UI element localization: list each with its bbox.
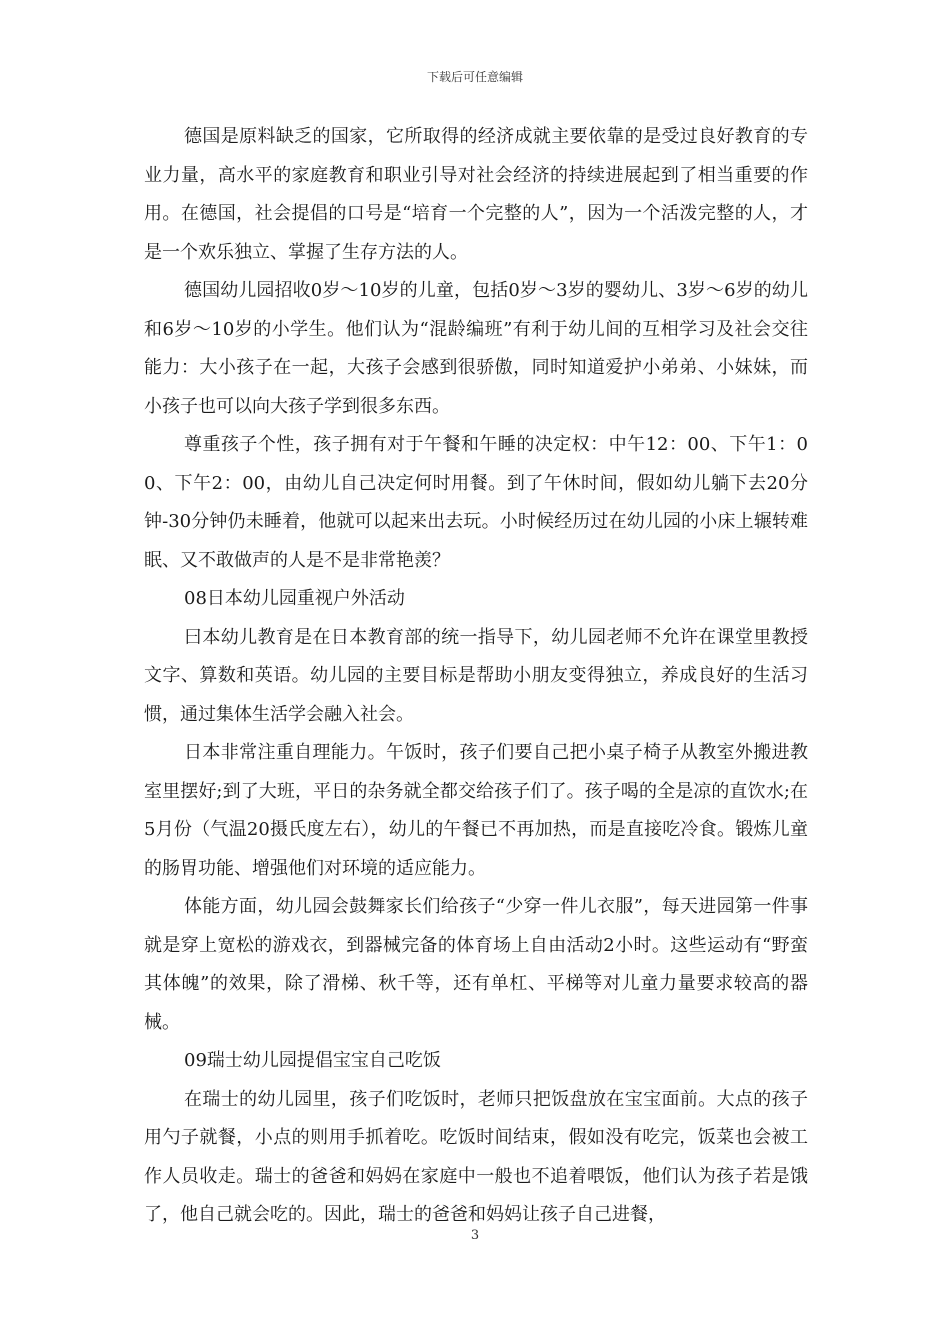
paragraph-japan-physical: 体能方面，幼儿园会鼓舞家长们给孩子“少穿一件儿衣服”，每天进园第一件事就是穿上宽松的游戏衣，到器械完备的体育场上自由活动2小时。这些运动有“野蛮其体魄”的效果，除了滑梯、秋千等，还有单杠、平梯等对儿童力量要求较高的器械。 — [144, 896, 808, 1033]
paragraph-germany-education: 德国是原料缺乏的国家，它所取得的经济成就主要依靠的是受过良好教育的专业力量，高水平的家庭教育和职业引导对社会经济的持续进展起到了相当重要的作用。在德国，社会提倡的口号是“培育一个完整的人”，因为一个活泼完整的人，才是一个欢乐独立、掌握了生存方法的人。 — [144, 126, 808, 263]
document-body — [144, 118, 808, 1235]
paragraph-japan-education: 曰本幼儿教育是在日本教育部的统一指导下，幼儿园老师不允许在课堂里教授文字、算数和英语。幼儿园的主要目标是帮助小朋友变得独立，养成良好的生活习惯，通过集体生活学会融入社会。 — [144, 626, 808, 725]
paragraph-switzerland-eating: 在瑞士的幼儿园里，孩子们吃饭时，老师只把饭盘放在宝宝面前。大点的孩子用勺子就餐，小点的则用手抓着吃。吃饭时间结束，假如没有吃完，饭菜也会被工作人员收走。瑞士的爸爸和妈妈在家庭中一般也不追着喂饭，他们认为孩子若是饿了，他自己就会吃的。因此，瑞士的爸爸和妈妈让孩子自己进餐， — [144, 1088, 808, 1225]
section-heading-japan: 08日本幼儿园重视户外活动 — [184, 588, 405, 609]
page-header: 下载后可任意编辑 — [426, 70, 523, 84]
paragraph-japan-self-care: 日本非常注重自理能力。午饭时，孩子们要自己把小桌子椅子从教室外搬进教室里摆好;到了大班，平日的杂务就全都交给孩子们了。孩子喝的全是凉的直饮水;在5月份（气温20摄氏度左右），幼儿的午餐已不再加热，而是直接吃冷食。锻炼儿童的肠胃功能、增强他们对环境的适应能力。 — [144, 742, 808, 879]
paragraph-germany-meal-nap: 尊重孩子个性，孩子拥有对于午餐和午睡的决定权：中午12：00、下午1：00、下午2：00，由幼儿自己决定何时用餐。到了午休时间，假如幼儿躺下去20分钟-30分钟仍未睡着，他就可以起来出去玩。小时候经历过在幼儿园的小床上辗转难眠、又不敢做声的人是不是非常艳羡？ — [144, 434, 808, 571]
paragraph-germany-mixed-age: 德国幼儿园招收0岁～10岁的儿童，包括0岁～3岁的婴幼儿、3岁～6岁的幼儿和6岁～10岁的小学生。他们认为“混龄编班”有利于幼儿间的互相学习及社会交往能力：大小孩子在一起，大孩子会感到很骄傲，同时知道爱护小弟弟、小妹妹，而小孩子也可以向大孩子学到很多东西。 — [144, 280, 808, 417]
section-heading-switzerland: 09瑞士幼儿园提倡宝宝自己吃饭 — [184, 1050, 441, 1071]
page-number: 3 — [470, 1228, 480, 1243]
